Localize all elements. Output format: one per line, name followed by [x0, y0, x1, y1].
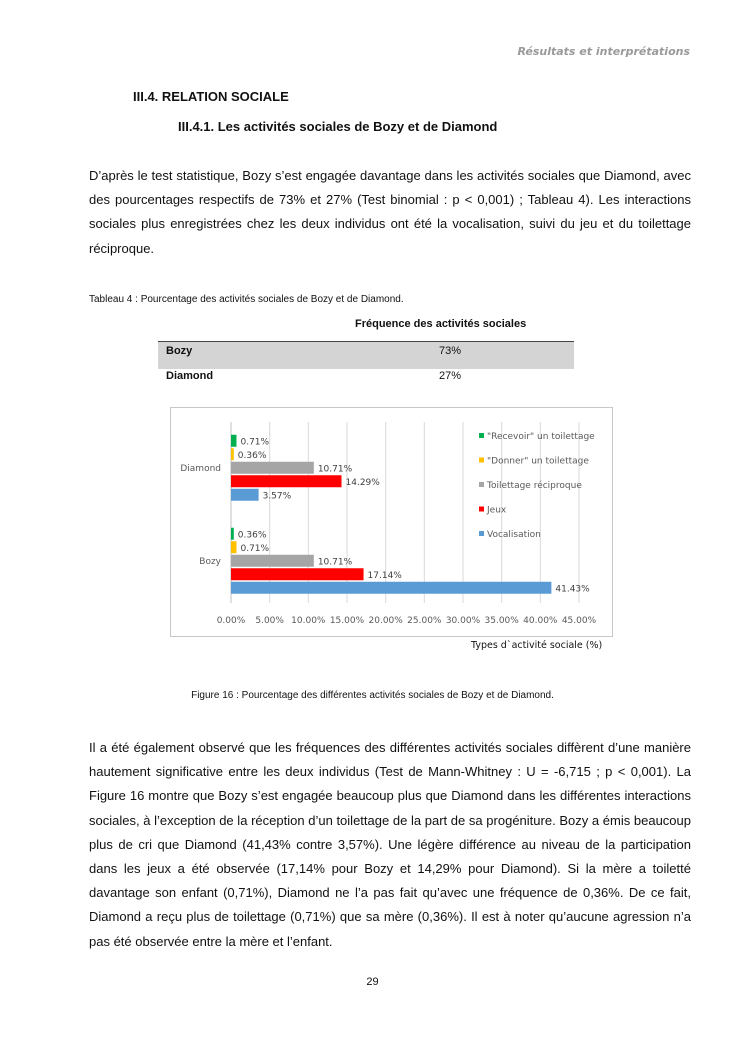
- bar: [231, 541, 236, 553]
- x-tick-label: 40.00%: [523, 616, 558, 626]
- legend-swatch: [479, 531, 484, 536]
- bar: [231, 475, 342, 487]
- legend-swatch: [479, 507, 484, 512]
- running-header: Résultats et interprétations: [517, 45, 690, 58]
- table-row-value: 73%: [439, 345, 462, 357]
- bar-chart: [171, 408, 612, 636]
- bar: [231, 582, 551, 594]
- data-label: 0.36%: [237, 530, 267, 541]
- section-title: III.4. RELATION SOCIALE: [133, 89, 289, 104]
- x-tick-label: 30.00%: [445, 616, 481, 626]
- bar: [231, 555, 314, 567]
- data-label: 17.14%: [367, 570, 402, 581]
- data-label: 0.71%: [240, 543, 270, 554]
- x-tick-label: 10.00%: [291, 616, 326, 626]
- data-label: 14.29%: [345, 477, 380, 488]
- bar: [231, 435, 236, 447]
- x-tick-label: 35.00%: [484, 616, 519, 626]
- x-tick-label: 15.00%: [329, 616, 365, 626]
- data-label: 0.71%: [240, 437, 270, 448]
- table-header: Fréquence des activités sociales: [355, 318, 527, 330]
- table-row: [158, 341, 574, 369]
- legend-label: Toilettage réciproque: [487, 481, 582, 491]
- table-caption: Tableau 4 : Pourcentage des activités sociales de Bozy et de Diamond.: [89, 294, 404, 305]
- legend-swatch: [479, 458, 484, 463]
- x-tick-label: 5.00%: [255, 616, 284, 626]
- x-tick-label: 25.00%: [407, 616, 442, 626]
- legend-swatch: [479, 433, 484, 438]
- table-row-value: 27%: [439, 370, 462, 382]
- figure-chart-frame: [170, 407, 613, 637]
- table-row-name: Bozy: [166, 345, 193, 357]
- bar: [231, 462, 314, 474]
- paragraph-intro: D’après le test statistique, Bozy s’est engagée davantage dans les activités sociales que Diamond, avec des pourcentages respectifs de 73% et 27% (Test binomial : p < 0,001) ; Tableau 4). Les interactions sociales plus enregistrées chez les deux individus ont été la vocalisation, suivi du jeu et du toilettage réciproque.: [89, 168, 691, 256]
- chart-x-axis-title: Types d`activité sociale (%): [471, 640, 603, 651]
- page-number: 29: [366, 976, 379, 988]
- data-label: 3.57%: [262, 491, 292, 502]
- bar: [231, 448, 234, 460]
- data-label: 0.36%: [237, 450, 267, 461]
- x-tick-label: 20.00%: [368, 616, 403, 626]
- y-category-label: Diamond: [180, 463, 221, 474]
- legend-label: Vocalisation: [487, 530, 541, 540]
- legend-swatch: [479, 482, 484, 487]
- bar: [231, 489, 259, 501]
- figure-caption: Figure 16 : Pourcentage des différentes activités sociales de Bozy et de Diamond.: [191, 690, 554, 701]
- x-tick-label: 0.00%: [216, 616, 246, 626]
- data-label: 10.71%: [317, 464, 353, 475]
- x-tick-label: 45.00%: [561, 616, 597, 626]
- y-category-label: Bozy: [199, 556, 221, 567]
- paragraph-results: Il a été également observé que les fréquences des différentes activités sociales diffèrent d’une manière hautement significative entre les deux individus (Test de Mann-Whitney : U = -6,715 ; p < 0,001). La Figure 16 montre que Bozy s’est engagée beaucoup plus que Diamond dans les différentes interactions sociales, à l’exception de la réception d’un toilettage de la part de sa progéniture. Bozy a émis beaucoup plus de cri que Diamond (41,43% contre 3,57%). Une légère différence au niveau de la participation dans les jeux a été observée (17,14% pour Bozy et 14,29% pour Diamond). Si la mère a toiletté davantage son enfant (0,71%), Diamond ne l’a pas fait qu’avec une fréquence de 0,36%. De ce fait, Diamond a reçu plus de toilettage (0,71%) que sa mère (0,36%). Il est à noter qu’aucune agression n’a pas été observée entre la mère et l’enfant.: [89, 740, 691, 949]
- legend-label: "Donner" un toilettage: [487, 456, 589, 467]
- data-label: 10.71%: [317, 557, 353, 568]
- subsection-title: III.4.1. Les activités sociales de Bozy et de Diamond: [178, 119, 498, 134]
- legend-label: Jeux: [487, 505, 507, 516]
- legend-label: "Recevoir" un toilettage: [487, 432, 595, 442]
- table-row-name: Diamond: [166, 370, 214, 382]
- bar: [231, 528, 234, 540]
- data-label: 41.43%: [555, 584, 590, 595]
- bar: [231, 568, 364, 580]
- table-row: [158, 368, 574, 388]
